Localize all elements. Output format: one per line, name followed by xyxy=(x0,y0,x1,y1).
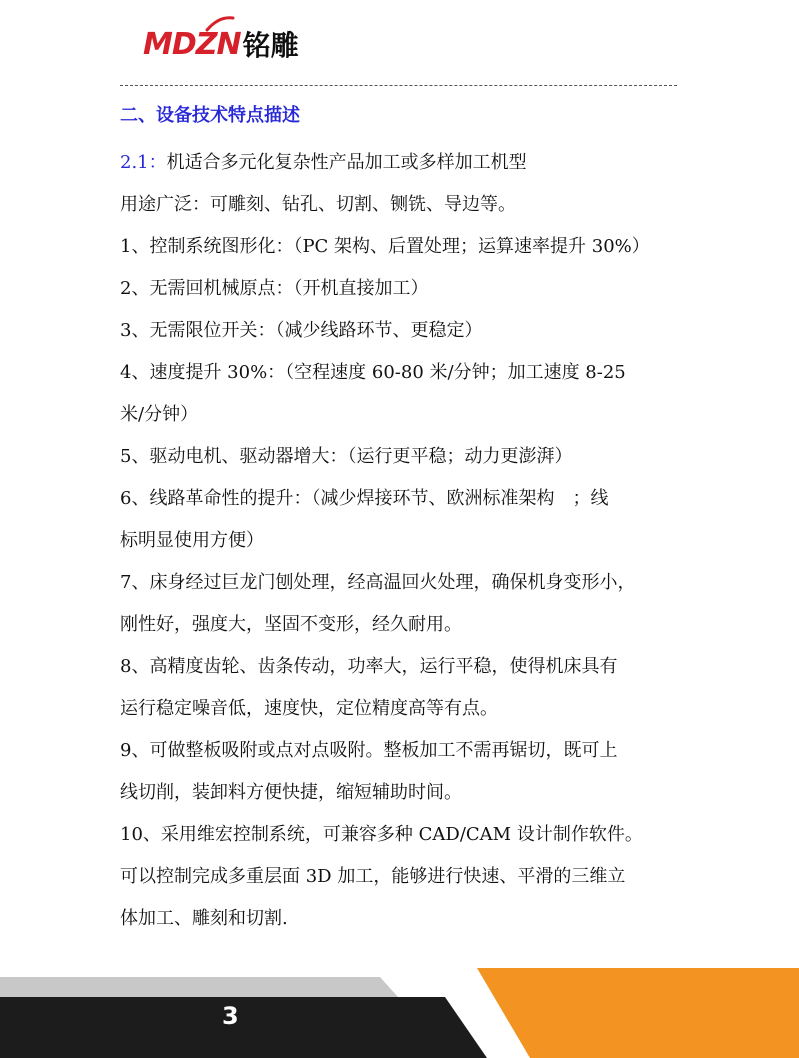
section-title: 二、设备技术特点描述 xyxy=(120,105,300,126)
footer-dark-band xyxy=(0,997,487,1058)
feature-item-line: 用途广泛：可雕刻、钻孔、切割、铡铣、导边等。 xyxy=(120,194,516,215)
feature-item xyxy=(120,352,682,436)
feature-item-line: 1、控制系统图形化：（PC 架构、后置处理；运算速率提升 30%） xyxy=(120,236,650,257)
feature-item-line: 9、可做整板吸附或点对点吸附。整板加工不需再锯切，既可上 xyxy=(120,740,618,761)
feature-item-line: 标明显使用方便） xyxy=(120,530,264,551)
feature-item-line: 10、采用维宏控制系统，可兼容多种 CAD/CAM 设计制作软件。 xyxy=(120,824,643,845)
feature-item-line: 刚性好，强度大，坚固不变形，经久耐用。 xyxy=(120,614,462,635)
feature-item-line: 米/分钟） xyxy=(120,404,199,425)
logo-swoosh-icon xyxy=(205,14,235,34)
feature-item-line: 3、无需限位开关：（减少线路环节、更稳定） xyxy=(120,320,483,341)
footer-orange-band xyxy=(477,968,799,1058)
subtitle-number: 2.1： xyxy=(120,152,167,173)
feature-item xyxy=(120,310,682,352)
feature-item-line: 6、线路革命性的提升：（减少焊接环节、欧洲标准架构 ；线 xyxy=(120,488,609,509)
feature-item xyxy=(120,814,682,940)
feature-item-line: 线切削，装卸料方便快捷，缩短辅助时间。 xyxy=(120,782,462,803)
feature-item-line: 可以控制完成多重层面 3D 加工，能够进行快速、平滑的三维立 xyxy=(120,866,626,887)
feature-list xyxy=(120,184,682,940)
feature-item xyxy=(120,730,682,814)
logo-latin-text: MDZN xyxy=(143,26,241,62)
feature-item-line: 运行稳定噪音低，速度快，定位精度高等有点。 xyxy=(120,698,498,719)
feature-item xyxy=(120,646,682,730)
feature-item xyxy=(120,436,682,478)
feature-item xyxy=(120,184,682,226)
document-body xyxy=(120,98,682,940)
feature-item-line: 体加工、雕刻和切割. xyxy=(120,908,288,929)
footer-band xyxy=(0,965,799,1058)
feature-item-line: 4、速度提升 30%：（空程速度 60-80 米/分钟；加工速度 8-25 xyxy=(120,362,626,383)
feature-item-line: 5、驱动电机、驱动器增大：（运行更平稳；动力更澎湃） xyxy=(120,446,573,467)
header-divider xyxy=(120,85,677,86)
subtitle-text: 机适合多元化复杂性产品加工或多样加工机型 xyxy=(166,152,527,173)
footer-gray-stripe xyxy=(0,977,398,997)
subtitle xyxy=(120,142,682,184)
brand-logo xyxy=(143,22,299,66)
feature-item xyxy=(120,478,682,562)
feature-item-line: 8、高精度齿轮、齿条传动，功率大，运行平稳，使得机床具有 xyxy=(120,656,618,677)
feature-item xyxy=(120,268,682,310)
logo-chinese-text: 铭雕 xyxy=(242,29,299,62)
feature-item-line: 2、无需回机械原点：（开机直接加工） xyxy=(120,278,429,299)
feature-item xyxy=(120,226,682,268)
feature-item-line: 7、床身经过巨龙门刨处理，经高温回火处理，确保机身变形小， xyxy=(120,572,636,593)
page-number: 3 xyxy=(222,1002,239,1030)
feature-item xyxy=(120,562,682,646)
